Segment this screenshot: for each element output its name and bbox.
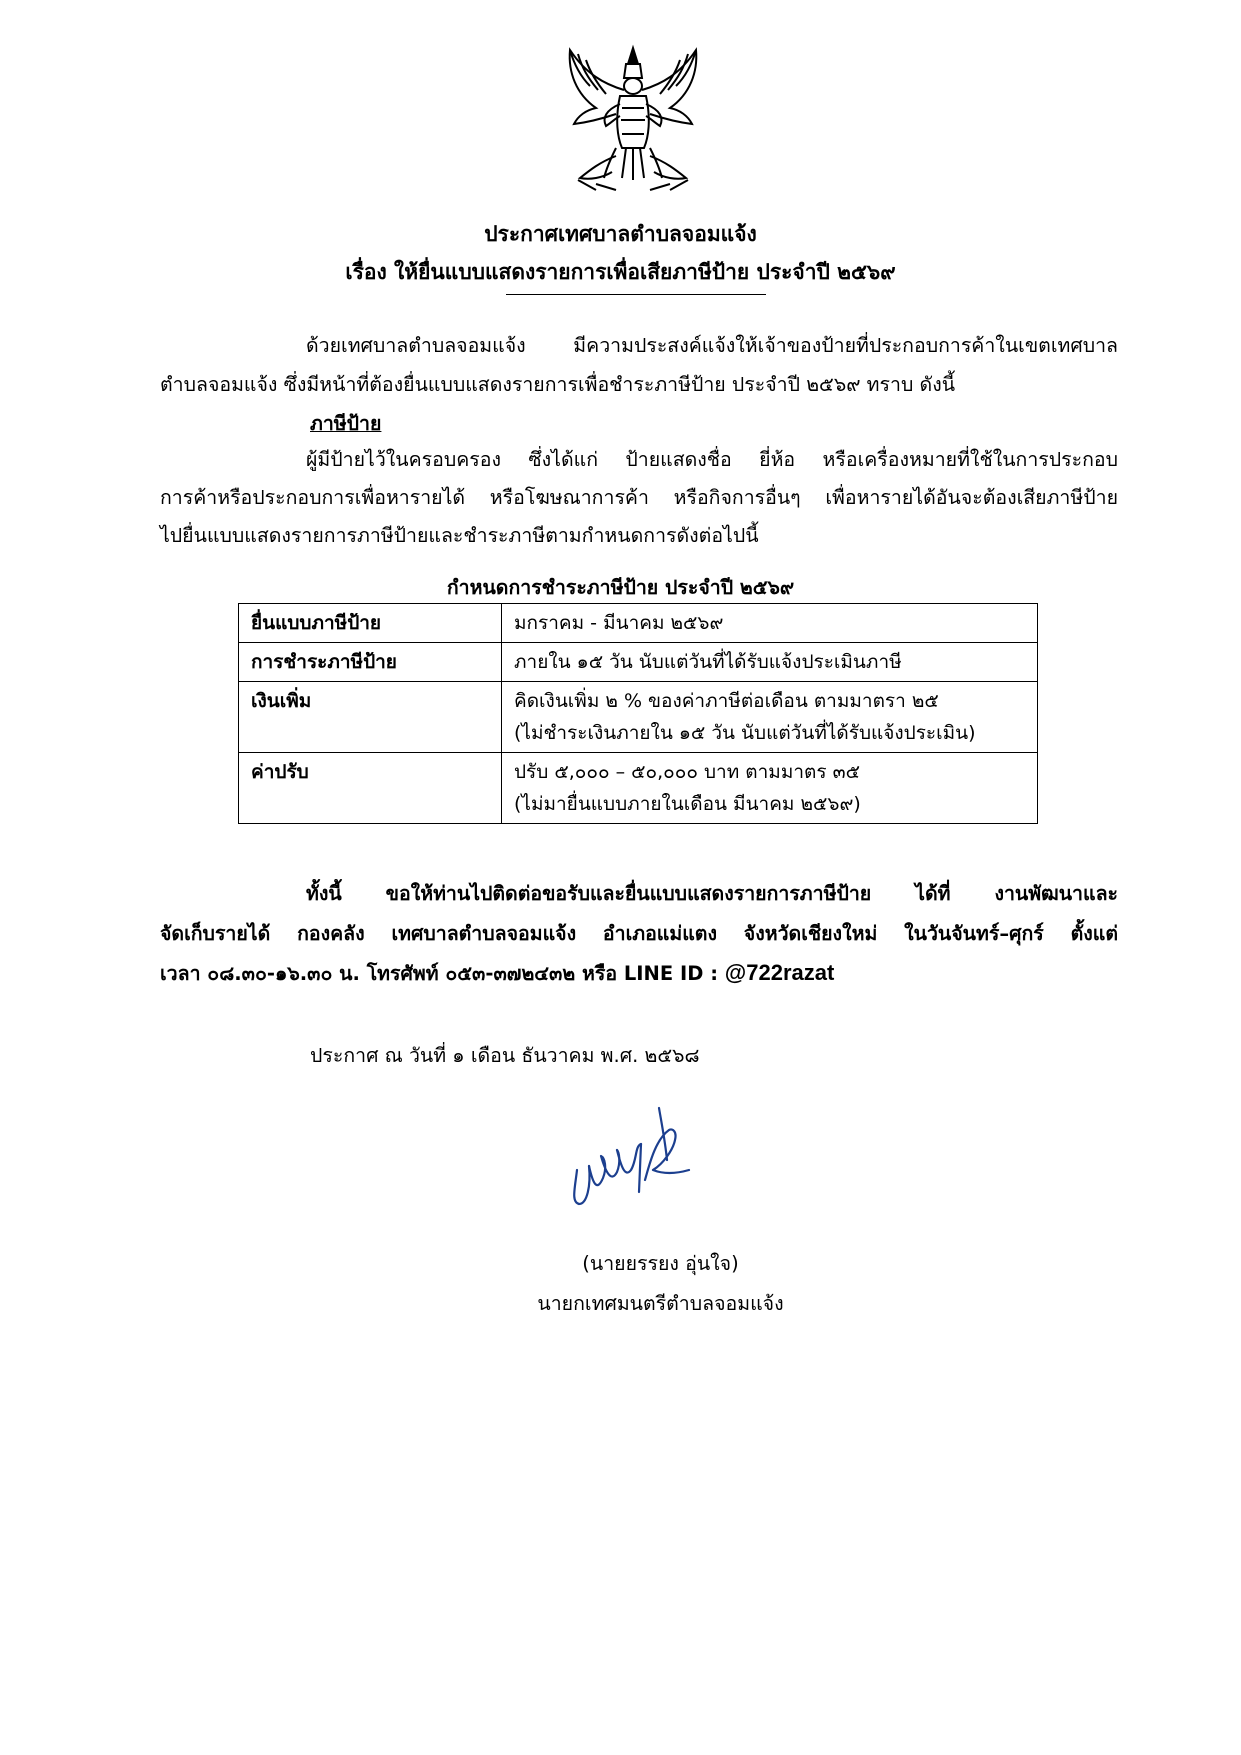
section-heading: ภาษีป้าย	[310, 412, 382, 435]
signer-position: นายกเทศมนตรีตำบลจอมแจ้ง	[537, 1292, 784, 1315]
section-line-2: การค้าหรือประกอบการเพื่อหารายได้ หรือโฆษณาการค้า หรือกิจการอื่นๆ เพื่อหารายได้อันจะต้องเสียภาษีป้าย	[160, 486, 1118, 509]
schedule-title: กำหนดการชำระภาษีป้าย ประจำปี ๒๕๖๙	[446, 576, 795, 599]
announce-date: ประกาศ ณ วันที่ ๑ เดือน ธันวาคม พ.ศ. ๒๕๖๘	[310, 1044, 700, 1067]
contact-phone-text: เวลา ๐๘.๓๐-๑๖.๓๐ น. โทรศัพท์ ๐๕๓-๓๗๒๔๓๒ หรือ LINE ID :	[160, 962, 725, 985]
row-value	[502, 682, 1038, 753]
contact-line-3	[160, 958, 834, 989]
contact-line-2: จัดเก็บรายได้ กองคลัง เทศบาลตำบลจอมแจ้ง อำเภอแม่แตง จังหวัดเชียงใหม่ ในวันจันทร์–ศุกร์ ตั้งแต่	[160, 922, 1118, 945]
signer-name: (นายยรรยง อุ่นใจ)	[582, 1252, 739, 1275]
table-row	[239, 753, 1038, 824]
row-value-line: (ไม่ชำระเงินภายใน ๑๕ วัน นับแต่วันที่ได้รับแจ้งประเมิน)	[514, 722, 976, 744]
row-value-line: ภายใน ๑๕ วัน นับแต่วันที่ได้รับแจ้งประเมินภาษี	[514, 651, 902, 673]
signature-mark	[565, 1100, 705, 1210]
row-value	[502, 604, 1038, 643]
garuda-emblem	[556, 44, 710, 194]
row-value-line: (ไม่มายื่นแบบภายในเดือน มีนาคม ๒๕๖๙)	[514, 793, 861, 815]
row-value-line: มกราคม - มีนาคม ๒๕๖๙	[514, 612, 724, 634]
row-label: ยื่นแบบภาษีป้าย	[239, 604, 502, 643]
row-value-line: คิดเงินเพิ่ม ๒ % ของค่าภาษีต่อเดือน ตามมาตรา ๒๕	[514, 690, 939, 712]
intro-line-1: ด้วยเทศบาลตำบลจอมแจ้ง มีความประสงค์แจ้งให้เจ้าของป้ายที่ประกอบการค้าในเขตเทศบาล	[306, 334, 1118, 357]
row-label: ค่าปรับ	[239, 753, 502, 824]
schedule-table	[238, 603, 1038, 824]
title-divider	[506, 294, 766, 295]
notice-org-title: ประกาศเทศบาลตำบลจอมแจ้ง	[484, 222, 757, 246]
table-row	[239, 643, 1038, 682]
row-value	[502, 643, 1038, 682]
notice-subject: เรื่อง ให้ยื่นแบบแสดงรายการเพื่อเสียภาษีป้าย ประจำปี ๒๕๖๙	[345, 260, 896, 284]
table-row	[239, 682, 1038, 753]
intro-line-2: ตำบลจอมแจ้ง ซึ่งมีหน้าที่ต้องยื่นแบบแสดงรายการเพื่อชำระภาษีป้าย ประจำปี ๒๕๖๙ ทราบ ดังนี้	[160, 373, 956, 396]
row-value	[502, 753, 1038, 824]
line-id: @722razat	[724, 960, 835, 985]
section-line-3: ไปยื่นแบบแสดงรายการภาษีป้ายและชำระภาษีตามกำหนดการดังต่อไปนี้	[160, 524, 759, 547]
row-label: เงินเพิ่ม	[239, 682, 502, 753]
row-label: การชำระภาษีป้าย	[239, 643, 502, 682]
table-row	[239, 604, 1038, 643]
row-value-line: ปรับ ๕,๐๐๐ – ๕๐,๐๐๐ บาท ตามมาตร ๓๕	[514, 761, 860, 783]
contact-line-1: ทั้งนี้ ขอให้ท่านไปติดต่อขอรับและยื่นแบบแสดงรายการภาษีป้าย ได้ที่ งานพัฒนาและ	[306, 882, 1118, 905]
section-line-1: ผู้มีป้ายไว้ในครอบครอง ซึ่งได้แก่ ป้ายแสดงชื่อ ยี่ห้อ หรือเครื่องหมายที่ใช้ในการประกอบ	[306, 448, 1118, 471]
